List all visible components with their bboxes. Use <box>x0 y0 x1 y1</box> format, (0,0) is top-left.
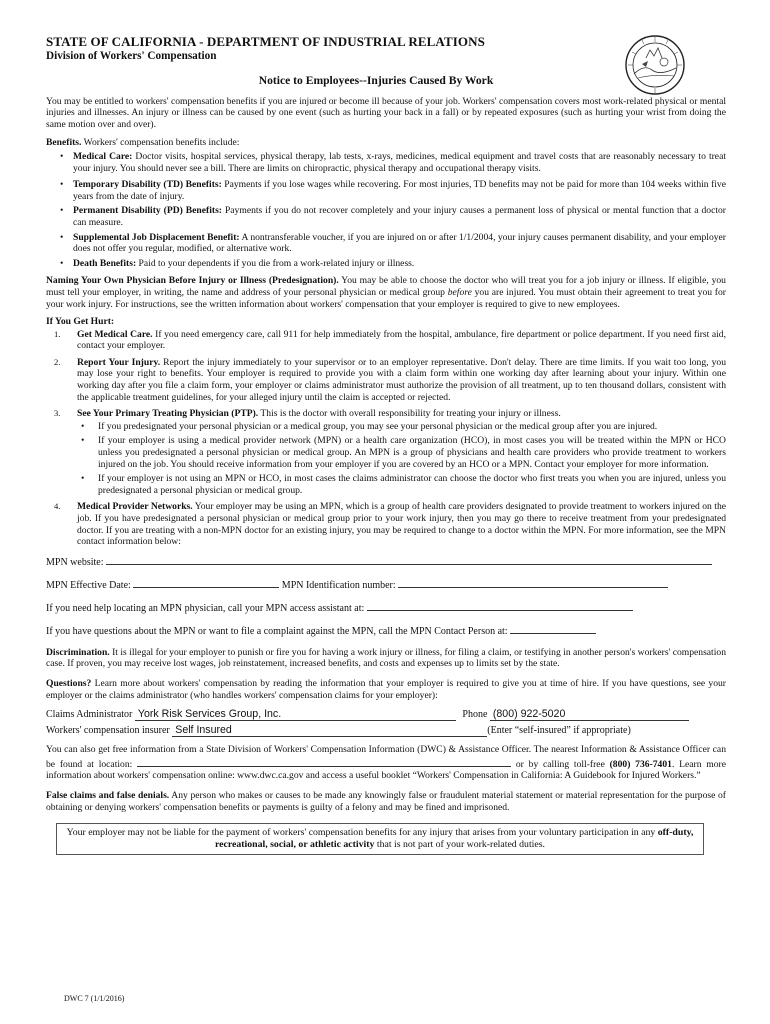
dwc-phone: (800) 736-7401 <box>609 758 672 770</box>
benefit-text: Paid to your dependents if you die from a work-related injury or illness. <box>136 257 415 269</box>
benefit-text: Payments if you lose wages while recovering. For most injuries, TD benefits may not be paid for more than 104 weeks within five years from the date of injury. <box>73 179 726 202</box>
list-item <box>46 329 726 352</box>
step-number: 1. <box>54 328 61 339</box>
false-claims-heading: False claims and false denials. <box>46 789 170 801</box>
predesignation-heading: Naming Your Own Physician Before Injury or Illness (Predesignation). <box>46 275 339 287</box>
predesignation-text: you are injured. You must obtain their agreement to treat you for your work injury. For instructions, see the written information about workers' compensation that your employer is required to give to new employees. <box>46 286 726 310</box>
false-claims-paragraph <box>46 790 726 813</box>
mpn-access-label: If you need help locating an MPN physician, call your MPN access assistant at: <box>46 602 367 614</box>
if-hurt-section <box>46 316 726 548</box>
mpn-contact-line <box>46 623 726 639</box>
bullet-icon: • <box>81 420 85 432</box>
bullet-icon: • <box>60 150 64 162</box>
insurer-field[interactable]: Self Insured <box>172 724 487 737</box>
discrimination-paragraph <box>46 647 726 670</box>
if-hurt-heading: If You Get Hurt: <box>46 316 115 328</box>
list-item <box>81 473 726 496</box>
mpn-contact-field[interactable] <box>510 623 596 634</box>
list-item <box>81 435 726 470</box>
info-officer-paragraph <box>46 744 726 782</box>
false-claims-text: Any person who makes or causes to be made any knowingly false or fraudulent material statement or material representation for the purpose of obtaining or denying workers' compensation benefits or payments is guilty of a felony and may be fined and imprisoned. <box>46 789 727 813</box>
list-item <box>60 205 726 228</box>
form-number: DWC 7 (1/1/2016) <box>64 994 125 1003</box>
mpn-access-field[interactable] <box>367 600 633 611</box>
liability-notice-box <box>56 823 704 855</box>
benefit-term: Medical Care: <box>73 150 133 162</box>
info-officer-or: or <box>511 758 524 770</box>
phone-label: Phone <box>462 709 488 721</box>
notice-document <box>46 34 726 855</box>
info-officer-text: You can also get free information from a State Division of Workers' Compensation Information (DWC) & Assistance Officer. The nearest Information & Assistance Officer can be found at location: <box>46 744 726 770</box>
benefit-term: Temporary Disability (TD) Benefits: <box>73 179 222 191</box>
questions-paragraph <box>46 678 726 701</box>
steps-list <box>46 329 726 548</box>
claims-admin-field[interactable]: York Risk Services Group, Inc. <box>135 708 456 721</box>
mpn-access-line <box>46 600 726 616</box>
mpn-website-line <box>46 554 726 570</box>
sub-item-text: If your employer is using a medical provider network (MPN) or a health care organization (HCO), in most cases you will be treated within the MPN or HCO unless you predesignated a personal physician or medical group. An MPN is a group of physicians and health care providers who provide treatment to workers injured on the job. You should receive information from your employer if you are covered by an HCO or a MPN. Contact your employer for more information. <box>98 435 726 470</box>
benefits-list <box>46 151 726 269</box>
step-text: This is the doctor with overall responsibility for treating your injury or illness. <box>258 408 561 420</box>
mpn-effective-date-field[interactable] <box>133 577 279 588</box>
discrimination-heading: Discrimination. <box>46 646 110 658</box>
step-number: 4. <box>54 501 61 512</box>
ptp-sublist <box>77 421 726 497</box>
sub-item-text: If your employer is not using an MPN or HCO, in most cases the claims administrator can choose the doctor who first treats you when you are injured, unless you predesignated a personal physician or medical group. <box>98 473 726 496</box>
questions-text: Learn more about workers' compensation by reading the information that your employer is required to give you at time of hire. If you have questions, see your employer or the claims administrator (who handles workers' compensation claims for your employer): <box>46 677 726 701</box>
bullet-icon: • <box>60 257 64 269</box>
benefit-text: Payments if you do not recover completely and your injury causes a permanent loss of physical or mental function that a doctor can measure. <box>73 205 726 228</box>
benefits-heading: Benefits. <box>46 137 82 149</box>
list-item <box>60 258 726 270</box>
questions-heading: Questions? <box>46 677 92 689</box>
list-item <box>46 357 726 403</box>
step-text: Report the injury immediately to your supervisor or to an employer representative. Don't delay. There are time limits. If you wait too long, you may lose your right to benefits. Your employer is required to provide you with a claim form within one working day after learning about your injury. Within one working day after you file a claim form, your employer or claims administrator must authorize the provision of all treatment, up to ten thousand dollars, consistent with the applicable treatment guidelines, for your alleged injury until the claim is accepted or rejected. <box>77 356 726 403</box>
division-heading: Division of Workers' Compensation <box>46 50 217 62</box>
claims-admin-line <box>46 708 726 722</box>
bullet-icon: • <box>60 179 64 191</box>
list-item <box>46 408 726 496</box>
phone-field[interactable]: (800) 922-5020 <box>490 708 689 721</box>
discrimination-text: It is illegal for your employer to punish or fire you for having a work injury or illness, for filing a claim, or testifying in another person's workers' compensation case. If proven, you may receive lost wages, job reinstatement, increased benefits, and costs and expenses up to limits set by the state. <box>46 646 726 670</box>
list-item <box>81 421 726 433</box>
benefit-text: A nontransferable voucher, if you are injured on or after 1/1/2004, your injury causes permanent disability, and your employer does not offer you regular, modified, or alternative work. <box>73 231 726 255</box>
mpn-effective-date-label: MPN Effective Date: <box>46 579 134 591</box>
info-officer-location-field[interactable] <box>137 756 511 767</box>
mpn-id-label: MPN Identification number: <box>279 579 399 591</box>
step-term: Medical Provider Networks. <box>77 501 193 513</box>
predesignation-paragraph <box>46 275 726 310</box>
step-text: Your employer may be using an MPN, which is a group of health care providers designated to provide treatment to workers injured on the job. If you have predesignated a personal physician or medical group prior to your work injury, then you may go there to receive treatment from your predesignated doctor. If you are treating with a non-MPN doctor for an existing injury, you may be required to change to a doctor within the MPN. For more information, see the MPN contact information below: <box>77 501 727 548</box>
list-item <box>60 232 726 255</box>
benefit-term: Death Benefits: <box>73 257 137 269</box>
step-text: If you need emergency care, call 911 for help immediately from the hospital, ambulance, fire department or police department. If you need first aid, contact your employer. <box>77 328 726 352</box>
notice-text: that is not part of your work-related duties. <box>374 839 546 851</box>
notice-text: Your employer may not be liable for the payment of workers' compensation benefits for any injury that arises from your voluntary participation in any <box>66 827 658 839</box>
mpn-contact-label: If you have questions about the MPN or want to file a complaint against the MPN, call the MPN Contact Person at: <box>46 625 511 637</box>
mpn-website-field[interactable] <box>106 554 712 565</box>
step-term: Get Medical Care. <box>77 328 153 340</box>
insurer-line <box>46 724 726 738</box>
insurer-hint: (Enter “self-insured” if appropriate) <box>487 725 631 737</box>
step-number: 3. <box>54 408 61 419</box>
list-item <box>60 151 726 174</box>
step-term: See Your Primary Treating Physician (PTP). <box>77 408 259 420</box>
mpn-website-label: MPN website: <box>46 556 106 568</box>
insurer-label: Workers' compensation insurer <box>46 725 170 737</box>
predesignation-emphasis: before <box>447 286 472 298</box>
benefits-section <box>46 137 726 269</box>
info-officer-text: . Learn more information about workers' compensation online: www.dwc.ca.gov and access a useful booklet “Workers' Compensation in California: A Guidebook for Injured Workers.” <box>46 758 727 782</box>
info-officer-text: by calling toll-free <box>528 758 610 770</box>
sub-item-text: If you predesignated your personal physician or a medical group, you may see your personal physician or the medical group after you are injured. <box>98 420 658 432</box>
bullet-icon: • <box>81 435 85 447</box>
bullet-icon: • <box>81 473 85 485</box>
benefits-lead: Workers' compensation benefits include: <box>81 137 240 149</box>
notice-emphasis: off-duty, recreational, social, or athletic activity <box>214 827 694 851</box>
benefit-term: Supplemental Job Displacement Benefit: <box>73 231 240 243</box>
agency-heading: STATE OF CALIFORNIA - DEPARTMENT OF INDUSTRIAL RELATIONS <box>46 34 485 49</box>
list-item <box>46 501 726 547</box>
predesignation-text: You may be able to choose the doctor who will treat you for a job injury or illness. If eligible, you must tell your employer, in writing, the name and address of your personal physician or medical group <box>46 275 726 298</box>
bullet-icon: • <box>60 205 64 217</box>
page-title: Notice to Employees--Injuries Caused By Work <box>258 74 494 87</box>
list-item <box>60 179 726 202</box>
mpn-date-line <box>46 577 726 593</box>
benefit-text: Doctor visits, hospital services, physical therapy, lab tests, x-rays, medicines, medical equipment and travel costs that are reasonably necessary to treat your injury. You should never see a bill. There are limits on chiropractic, physical therapy and occupational therapy visits. <box>73 150 726 174</box>
benefit-term: Permanent Disability (PD) Benefits: <box>73 205 223 217</box>
step-term: Report Your Injury. <box>77 356 161 368</box>
mpn-id-field[interactable] <box>398 577 668 588</box>
step-number: 2. <box>54 356 61 367</box>
intro-paragraph: You may be entitled to workers' compensation benefits if you are injured or become ill because of your job. Workers' compensation covers most work-related physical or mental injuries and illnesses. An injury or illness can be caused by one event (such as hurting your back in a fall) or by repeated exposures (such as hurting your wrist from doing the same motion over and over). <box>46 95 726 130</box>
claims-admin-label: Claims Administrator <box>46 709 133 721</box>
bullet-icon: • <box>60 231 64 243</box>
